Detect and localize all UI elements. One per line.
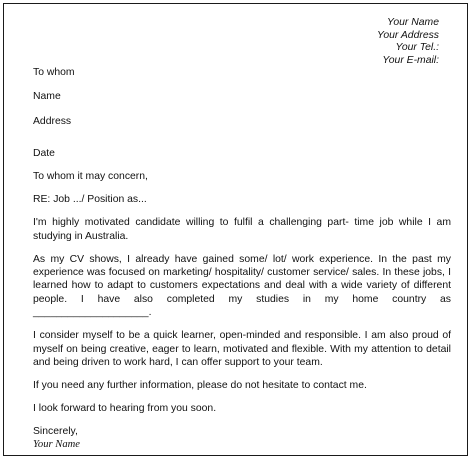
sender-tel: Your Tel.: xyxy=(395,42,439,54)
subject-line: RE: Job .../ Position as... xyxy=(33,194,147,206)
paragraph-experience: As my CV shows, I already have gained some/ lot/ work experience. In the past my experience was focused on marketing/ hospitality/ customer service/ sales. In these jobs, I learned how to adapt to customers expectations and deal with a wide variety of different people. I have also completed my studies in my home country as ____________________. xyxy=(33,253,451,319)
closing: Sincerely, xyxy=(33,426,78,438)
letter-body xyxy=(33,66,451,452)
sender-block xyxy=(377,17,439,67)
recipient-address: Address xyxy=(33,115,72,127)
letter-date: Date xyxy=(33,148,55,160)
paragraph-closing-line: I look forward to hearing from you soon. xyxy=(33,403,217,415)
sender-address: Your Address xyxy=(377,29,439,41)
recipient-name: Name xyxy=(33,91,61,103)
paragraph-qualities: I consider myself to be a quick learner, open-minded and responsible. I am also proud of myself on being creative, eager to learn, motivated and flexible. With my attention to detail and being driven to work hard, I can offer support to your team. xyxy=(33,330,451,369)
salutation: To whom it may concern, xyxy=(33,171,148,183)
signature: Your Name xyxy=(33,439,80,451)
sender-email: Your E-mail: xyxy=(382,54,439,66)
sender-name: Your Name xyxy=(387,17,439,28)
paragraph-contact: If you need any further information, please do not hesitate to contact me. xyxy=(33,380,367,392)
recipient-to: To whom xyxy=(33,67,75,78)
letter-page xyxy=(3,3,468,456)
paragraph-intro: I'm highly motivated candidate willing to fulfil a challenging part- time job while I am studying in Australia. xyxy=(33,217,451,242)
